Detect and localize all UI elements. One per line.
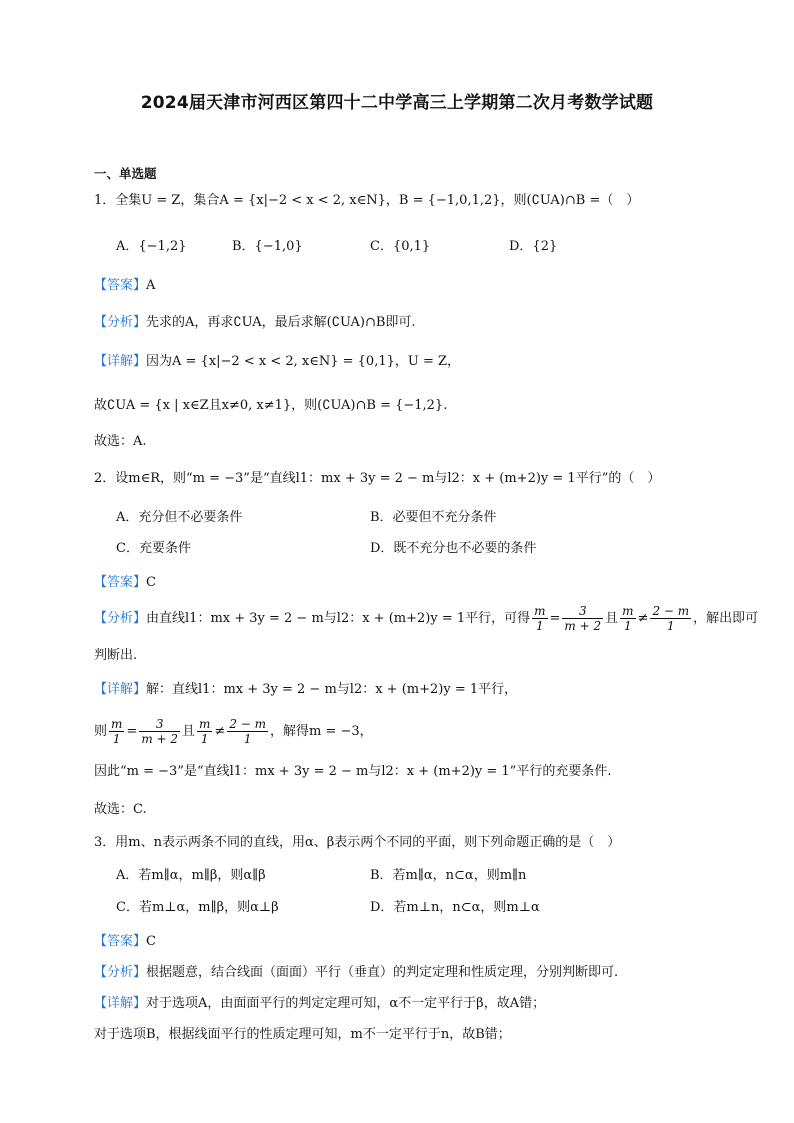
q1-answer <box>94 276 155 296</box>
equals-sign: = <box>549 611 561 626</box>
q3-option-b: B．若m∥α，n⊂α，则m∥n <box>370 868 527 883</box>
q3-stem: 3．用m、n表示两条不同的直线，用α、β表示两个不同的平面，则下列命题正确的是（ ） <box>94 835 621 850</box>
fraction <box>532 604 547 633</box>
fraction-denominator: 1 <box>624 619 632 633</box>
q2-detail-1 <box>94 680 517 700</box>
q2-option-c: C．充要条件 <box>116 541 191 556</box>
q2-detail-2 <box>94 717 373 746</box>
detail-tag: 【详解】 <box>94 682 147 697</box>
fraction <box>650 604 691 633</box>
fraction-numerator: m <box>534 604 546 618</box>
detail-tag: 【详解】 <box>94 354 147 369</box>
detail-text: 因为A = {x|−2 < x < 2, x∈N} = {0,1}，U = Z， <box>146 354 461 369</box>
fraction-numerator: 2 − m <box>229 717 267 731</box>
q2-option-d: D．既不充分也不必要的条件 <box>370 541 537 556</box>
fraction <box>139 717 180 746</box>
fraction <box>620 604 635 633</box>
not-equal-sign: ≠ <box>214 724 226 739</box>
fraction <box>562 604 603 633</box>
detail-text: 对于选项A，由面面平行的判定定理可知，α不一定平行于β，故A错； <box>146 996 546 1011</box>
fraction-denominator: 1 <box>200 732 209 746</box>
fraction-numerator: m <box>199 717 211 731</box>
q3-option-d: D．若m⊥n，n⊂α，则m⊥α <box>370 900 540 915</box>
fraction-denominator: 1 <box>243 732 252 746</box>
fraction-denominator: m + 2 <box>141 732 179 746</box>
and-text: 且 <box>605 611 619 626</box>
fraction <box>109 717 124 746</box>
q1-analysis <box>94 313 416 333</box>
analysis-text: 先求的A，再求∁UA，最后求解(∁UA)∩B即可. <box>146 315 416 330</box>
q3-option-a: A．若m∥α，m∥β，则α∥β <box>116 868 266 883</box>
detail-tag: 【详解】 <box>94 996 147 1011</box>
answer-value: C <box>146 934 156 949</box>
q3-detail-2: 对于选项B，根据线面平行的性质定理可知，m不一定平行于n，故B错； <box>94 1027 511 1042</box>
q2-detail-3: 因此“m = −3”是“直线l1：mx + 3y = 2 − m与l2：x + (m+2)y = 1”平行的充要条件. <box>94 764 612 779</box>
analysis-text: 根据题意，结合线面（面面）平行（垂直）的判定定理和性质定理，分别判断即可. <box>146 965 619 980</box>
q1-detail-2: 故∁UA = {x | x∈Z且x≠0, x≠1}，则(∁UA)∩B = {−1,2}. <box>94 398 448 413</box>
q2-choose: 故选：C. <box>94 802 147 817</box>
q3-answer <box>94 932 156 952</box>
q1-choose: 故选：A. <box>94 434 147 449</box>
fraction <box>227 717 268 746</box>
fraction-numerator: 3 <box>139 717 180 732</box>
q2-analysis-line-2: 判断出. <box>94 648 138 663</box>
q1-stem: 1．全集U = Z，集合A = {x|−2 < x < 2, x∈N}，B = {−1,0,1,2}，则(∁UA)∩B =（ ） <box>94 193 640 208</box>
fraction-denominator: m + 2 <box>564 619 602 633</box>
q1-option-c: C．{0,1} <box>370 239 431 254</box>
fraction <box>197 717 212 746</box>
q2-option-b: B．必要但不充分条件 <box>370 510 497 525</box>
equals-sign: = <box>126 724 138 739</box>
analysis-text: 由直线l1：mx + 3y = 2 − m与l2：x + (m+2)y = 1平行，可得 <box>146 611 531 626</box>
fraction-denominator: 1 <box>666 619 675 633</box>
answer-tag: 【答案】 <box>94 278 147 293</box>
fraction-numerator: 3 <box>562 604 603 619</box>
q1-option-a: A．{−1,2} <box>116 239 187 254</box>
analysis-tag: 【分析】 <box>94 965 147 980</box>
answer-value: A <box>146 278 156 293</box>
and-text: 且 <box>182 724 196 739</box>
answer-tag: 【答案】 <box>94 934 147 949</box>
answer-tag: 【答案】 <box>94 575 147 590</box>
q2-option-a: A．充分但不必要条件 <box>116 510 243 525</box>
analysis-tag: 【分析】 <box>94 611 147 626</box>
q3-detail-1 <box>94 994 545 1014</box>
fraction-denominator: 1 <box>536 619 544 633</box>
document-title: 2024届天津市河西区第四十二中学高三上学期第二次月考数学试题 <box>140 93 654 113</box>
q1-detail-1 <box>94 352 460 372</box>
q3-analysis <box>94 963 618 983</box>
answer-value: C <box>146 575 156 590</box>
q2-answer <box>94 573 156 593</box>
analysis-tag: 【分析】 <box>94 315 147 330</box>
fraction-denominator: 1 <box>112 732 121 746</box>
section-heading: 一、单选题 <box>94 166 157 181</box>
fraction-numerator: 2 − m <box>652 604 690 618</box>
q1-option-d: D．{2} <box>509 239 558 254</box>
q3-option-c: C．若m⊥α，m∥β，则α⊥β <box>116 900 279 915</box>
detail-text: 则 <box>94 724 108 739</box>
fraction-numerator: m <box>111 717 123 731</box>
not-equal-sign: ≠ <box>637 611 649 626</box>
detail-text: 解：直线l1：mx + 3y = 2 − m与l2：x + (m+2)y = 1平行， <box>146 682 518 697</box>
q2-analysis <box>94 604 758 633</box>
q2-stem: 2．设m∈R，则“m = −3”是“直线l1：mx + 3y = 2 − m与l2：x + (m+2)y = 1平行”的（ ） <box>94 471 661 486</box>
fraction-numerator: m <box>622 604 634 618</box>
analysis-tail: ，解出即可 <box>693 611 759 626</box>
detail-tail: ，解得m = −3， <box>270 724 373 739</box>
q1-option-b: B．{−1,0} <box>232 239 303 254</box>
